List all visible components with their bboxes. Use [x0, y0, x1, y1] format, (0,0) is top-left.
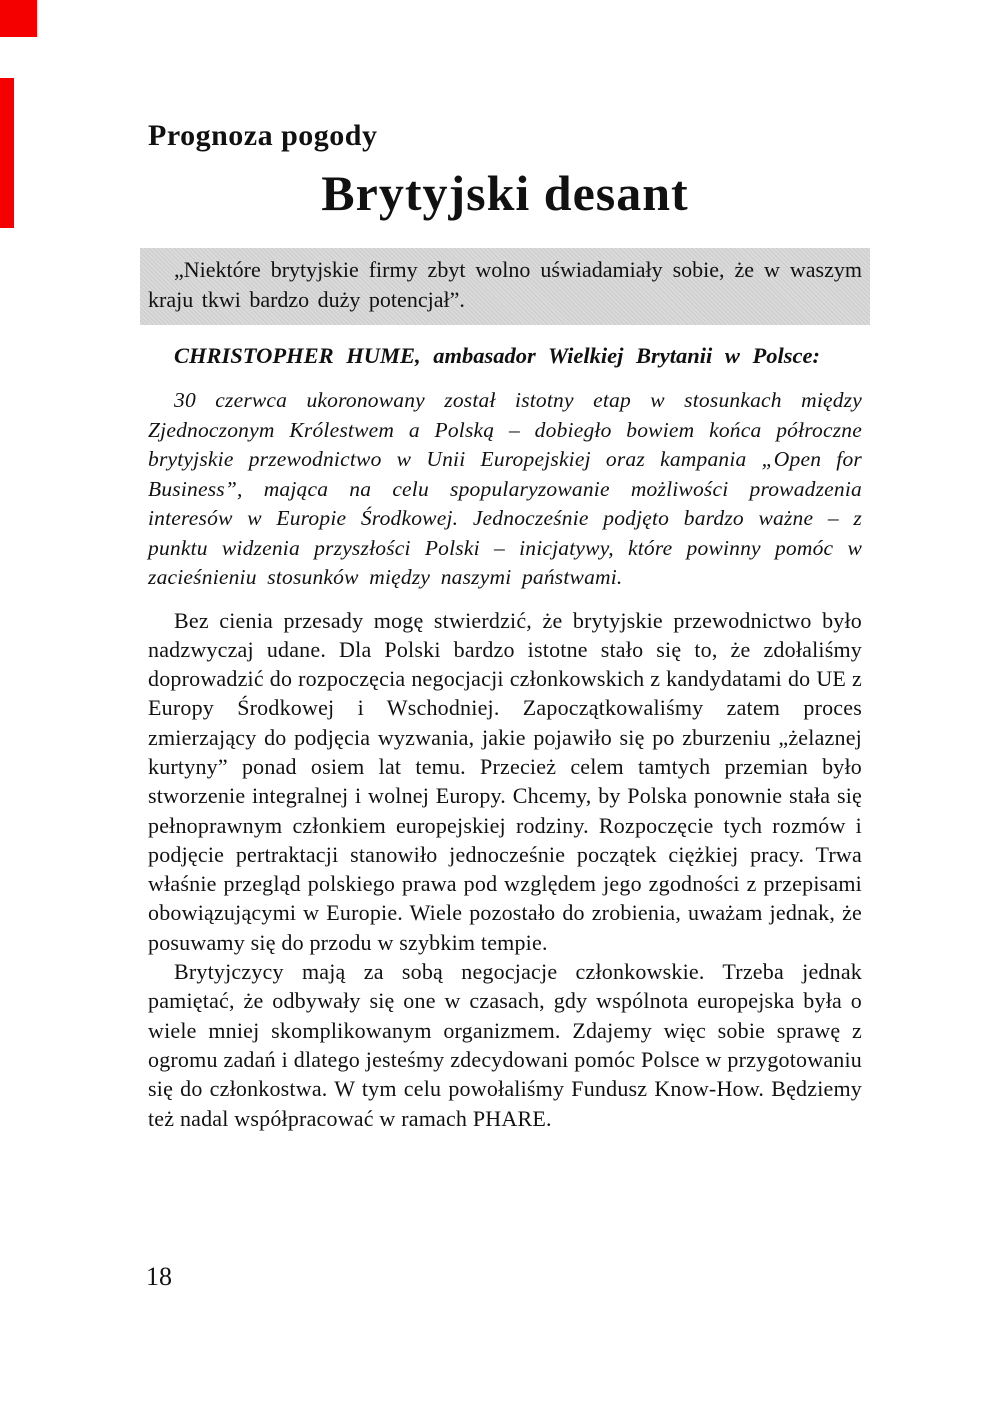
body-paragraph-1: Bez cienia przesady mogę stwierdzić, że brytyjskie przewodnictwo było nadzwyczaj udane. Dla Polski bardzo istotne stało się to, że zdołaliśmy doprowadzić do rozpoczęcia negocjacji członkowskich z kandydatami do UE z Europy Środkowej i Wschodniej. Zapoczątkowaliśmy zatem proces zmierzający do podjęcia wyzwania, jakie pojawiło się po zburzeniu „żelaznej kurtyny” ponad osiem lat temu. Przecież celem tamtych przemian było stworzenie integralnej i wolnej Europy. Chcemy, by Polska ponownie stała się pełnoprawnym członkiem europejskiej rodziny. Rozpoczęcie tych rozmów i podjęcie pertraktacji stanowiło jednocześnie początek ciężkiej pracy. Trwa właśnie przegląd polskiego prawa pod względem jego zgodności z przepisami obowiązującymi w Europie. Wiele pozostało do zrobienia, uważam jednak, że posuwamy się do przodu w szybkim tempie. [148, 607, 862, 955]
body-paragraph-2: Brytyjczycy mają za sobą negocjacje członkowskie. Trzeba jednak pamiętać, że odbywały się one w czasach, gdy wspólnota europejska była o wiele mniej skomplikowanym organizmem. Zdajemy więc sobie sprawę z ogromu zadań i dlatego jesteśmy zdecydowani pomóc Polsce w przygotowaniu się do członkostwa. W tym celu powołaliśmy Fundusz Know-How. Będziemy też nadal współpracować w ramach PHARE. [148, 959, 862, 1131]
highlighted-pull-quote: „Niektóre brytyjskie firmy zbyt wolno uświadamiały sobie, że w waszym kraju tkwi bardzo duży potencjał”. [140, 248, 870, 325]
lead-paragraph: 30 czerwca ukoronowany został istotny etap w stosunkach między Zjednoczonym Królestwem a Polską – dobiegło bowiem końca półroczne brytyjskie przewodnictwo w Unii Europejskiej oraz kampania „Open for Business”, mająca na celu spopularyzowanie możliwości prowadzenia interesów w Europie Środkowej. Jednocześnie podjęto bardzo ważne – z punktu widzenia przyszłości Polski – inicjatywy, które powinny pomóc w zacieśnieniu stosunków między naszymi państwami. [148, 388, 862, 589]
section-kicker: Prognoza pogody [148, 119, 378, 152]
article-title: Brytyjski desant [321, 165, 689, 221]
page-number: 18 [146, 1262, 172, 1291]
red-scan-mark-corner [0, 0, 37, 37]
article [148, 0, 862, 1133]
red-scan-mark-strip [0, 78, 14, 228]
quote-attribution: CHRISTOPHER HUME, ambasador Wielkiej Brytanii w Polsce: [174, 343, 821, 368]
